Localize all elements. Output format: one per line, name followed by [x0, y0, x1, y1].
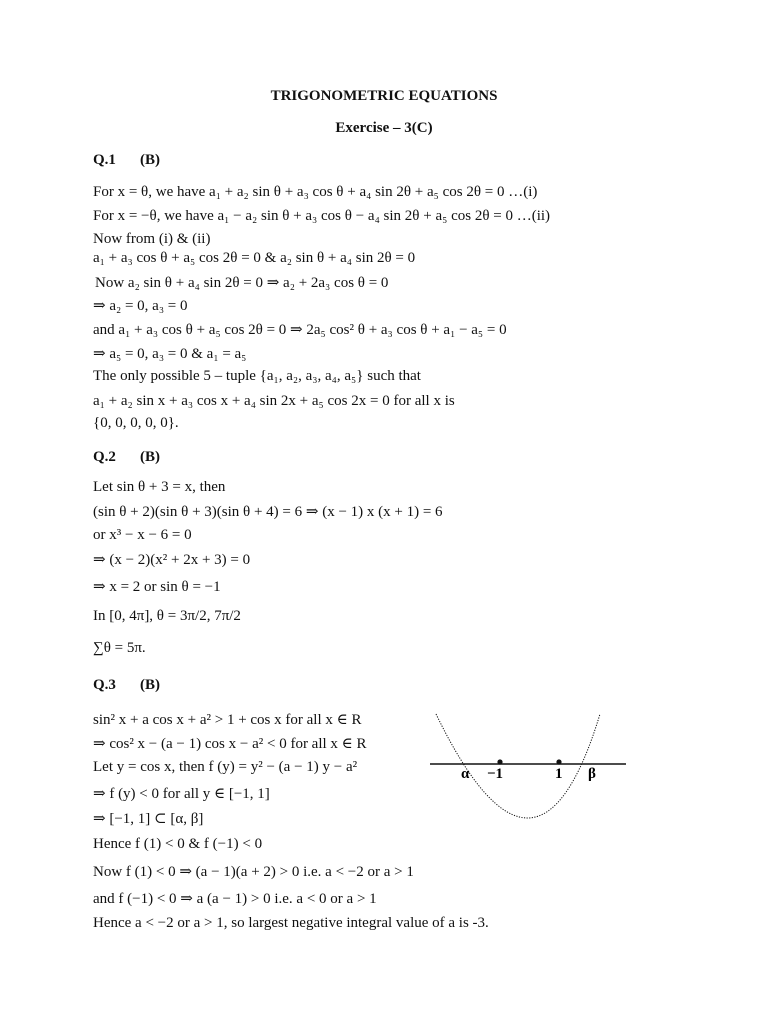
q3-line: and f (−1) < 0 ⇒ a (a − 1) > 0 i.e. a < 0 or a > 1 — [93, 891, 377, 907]
document-title: TRIGONOMETRIC EQUATIONS — [270, 88, 498, 104]
q3-line: Hence f (1) < 0 & f (−1) < 0 — [93, 836, 263, 852]
q3-line: ⇒ [−1, 1] ⊂ [α, β] — [93, 811, 204, 827]
q2-line: (sin θ + 2)(sin θ + 3)(sin θ + 4) = 6 ⇒ (x − 1) x (x + 1) = 6 — [93, 504, 443, 520]
question-3-heading — [93, 677, 160, 694]
q1-line: ⇒ a₂ = 0, a₃ = 0 — [93, 298, 188, 314]
q1-line: Now a₂ sin θ + a₄ sin 2θ = 0 ⇒ a₂ + 2a₃ cos θ = 0 — [95, 275, 389, 291]
question-2-heading — [93, 449, 160, 466]
q2-line: or x³ − x − 6 = 0 — [93, 527, 192, 543]
minus-one-label: −1 — [487, 766, 504, 782]
q1-line: For x = −θ, we have a₁ − a₂ sin θ + a₃ cos θ − a₄ sin 2θ + a₅ cos 2θ = 0 …(ii) — [93, 208, 551, 224]
question-label: Q.2 — [93, 449, 116, 465]
question-answer: (B) — [140, 677, 160, 693]
q1-line: ⇒ a₅ = 0, a₃ = 0 & a₁ = a₅ — [93, 346, 247, 362]
q3-line: ⇒ f (y) < 0 for all y ∈ [−1, 1] — [93, 786, 270, 802]
parabola-graph — [428, 712, 632, 828]
q3-line: Hence a < −2 or a > 1, so largest negative integral value of a is -3. — [93, 915, 489, 931]
question-1-heading — [93, 152, 160, 169]
q1-line: Now from (i) & (ii) — [93, 231, 211, 247]
exercise-subtitle: Exercise – 3(C) — [335, 120, 433, 136]
question-answer: (B) — [140, 152, 160, 168]
q3-line: ⇒ cos² x − (a − 1) cos x − a² < 0 for all x ∈ R — [93, 736, 367, 752]
q3-line: Let y = cos x, then f (y) = y² − (a − 1) y − a² — [93, 759, 358, 775]
point-one — [556, 759, 561, 764]
q1-line: and a₁ + a₃ cos θ + a₅ cos 2θ = 0 ⇒ 2a₅ cos² θ + a₃ cos θ + a₁ − a₅ = 0 — [93, 322, 507, 338]
q3-line: Now f (1) < 0 ⇒ (a − 1)(a + 2) > 0 i.e. a < −2 or a > 1 — [93, 864, 414, 880]
q1-line: a₁ + a₂ sin x + a₃ cos x + a₄ sin 2x + a₅ cos 2x = 0 for all x is — [93, 393, 455, 409]
alpha-label: α — [461, 766, 470, 782]
question-label: Q.3 — [93, 677, 116, 693]
q2-line: ⇒ (x − 2)(x² + 2x + 3) = 0 — [93, 552, 251, 568]
one-label: 1 — [555, 766, 563, 782]
q2-line: Let sin θ + 3 = x, then — [93, 479, 226, 495]
q1-line: For x = θ, we have a₁ + a₂ sin θ + a₃ cos θ + a₄ sin 2θ + a₅ cos 2θ = 0 …(i) — [93, 184, 538, 200]
beta-label: β — [588, 766, 596, 782]
question-answer: (B) — [140, 449, 160, 465]
q2-line: ∑θ = 5π. — [93, 640, 146, 656]
q2-line: In [0, 4π], θ = 3π/2, 7π/2 — [93, 608, 241, 624]
point-minus-one — [497, 759, 502, 764]
question-label: Q.1 — [93, 152, 116, 168]
q1-line: {0, 0, 0, 0, 0}. — [93, 415, 179, 431]
q1-line: a₁ + a₃ cos θ + a₅ cos 2θ = 0 & a₂ sin θ + a₄ sin 2θ = 0 — [93, 250, 416, 266]
q2-line: ⇒ x = 2 or sin θ = −1 — [93, 579, 221, 595]
q1-line: The only possible 5 – tuple {a₁, a₂, a₃, a₄, a₅} such that — [93, 368, 421, 384]
q3-line: sin² x + a cos x + a² > 1 + cos x for all x ∈ R — [93, 712, 362, 728]
